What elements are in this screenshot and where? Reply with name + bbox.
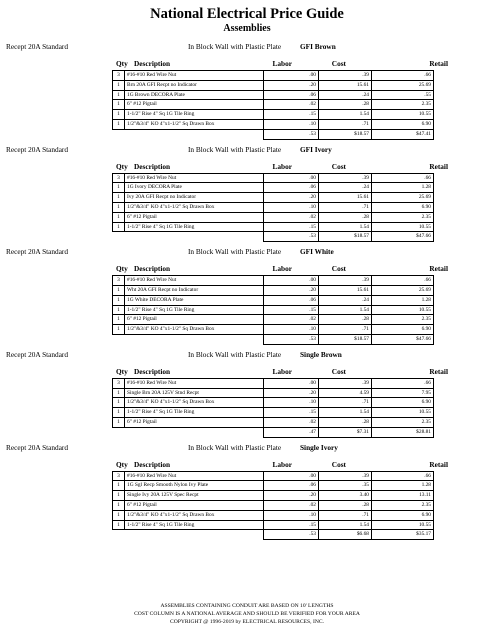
section-header bbox=[0, 143, 494, 156]
column-header-row bbox=[0, 458, 494, 471]
total-cost: $7.31 bbox=[319, 427, 372, 437]
total-retail: $47.66 bbox=[372, 334, 434, 344]
item-cost: .39 bbox=[319, 276, 372, 286]
item-retail: 6.90 bbox=[372, 398, 434, 408]
column-header-retail: Retail bbox=[429, 459, 448, 469]
item-cost: .28 bbox=[319, 100, 372, 110]
item-qty: 1 bbox=[113, 183, 125, 193]
item-cost: .24 bbox=[319, 183, 372, 193]
total-cost: $18.57 bbox=[319, 129, 372, 139]
item-cost: 1.54 bbox=[319, 305, 372, 315]
table-row bbox=[113, 119, 434, 129]
table-row bbox=[113, 510, 434, 520]
item-description: Single Brn 20A 125V Stnd Recpt bbox=[125, 388, 264, 398]
item-qty: 1 bbox=[113, 305, 125, 315]
item-description: 6" #12 Pigtail bbox=[125, 212, 264, 222]
total-blank-description bbox=[125, 427, 264, 437]
item-description: Brn 20A GFI Recpt no Indicator bbox=[125, 80, 264, 90]
assembly-name: Recept 20A Standard bbox=[6, 349, 69, 359]
total-cost: $6.68 bbox=[319, 530, 372, 540]
item-description: 1G Ivory DECORA Plate bbox=[125, 183, 264, 193]
column-header-retail: Retail bbox=[429, 264, 448, 274]
item-labor: .20 bbox=[264, 491, 319, 501]
column-header-row bbox=[0, 365, 494, 378]
item-labor: .02 bbox=[264, 212, 319, 222]
item-labor: .15 bbox=[264, 222, 319, 232]
total-labor: .53 bbox=[264, 129, 319, 139]
item-description: 1-1/2" Rise 4" Sq 1G Tile Ring bbox=[125, 110, 264, 120]
item-cost: .28 bbox=[319, 212, 372, 222]
item-qty: 3 bbox=[113, 276, 125, 286]
item-labor: .02 bbox=[264, 100, 319, 110]
assembly-name: Recept 20A Standard bbox=[6, 42, 69, 51]
footer-line-cost: COST COLUMN IS A NATIONAL AVERAGE AND SHOULD BE VERIFIED FOR YOUR AREA bbox=[134, 611, 360, 617]
item-cost: .24 bbox=[319, 90, 372, 100]
column-header-labor: Labor bbox=[272, 459, 292, 469]
total-row bbox=[113, 129, 434, 139]
item-qty: 1 bbox=[113, 325, 125, 335]
total-row bbox=[113, 427, 434, 437]
total-labor: .53 bbox=[264, 334, 319, 344]
item-qty: 1 bbox=[113, 417, 125, 427]
items-table bbox=[112, 275, 434, 345]
item-description: 1/2"&3/4" KO 4"x1-1/2" Sq Drawn Box bbox=[125, 202, 264, 212]
item-retail: 6.90 bbox=[372, 119, 434, 129]
item-retail: 25.69 bbox=[372, 285, 434, 295]
item-retail: 6.90 bbox=[372, 202, 434, 212]
table-row bbox=[113, 388, 434, 398]
item-qty: 1 bbox=[113, 295, 125, 305]
item-retail: 1.28 bbox=[372, 295, 434, 305]
assembly-device: GFI White bbox=[300, 247, 334, 257]
column-header-row bbox=[0, 57, 494, 70]
item-cost: 15.61 bbox=[319, 193, 372, 203]
item-cost: .71 bbox=[319, 119, 372, 129]
assembly-location: In Block Wall with Plastic Plate bbox=[188, 442, 282, 452]
assembly-section bbox=[0, 245, 494, 345]
item-retail: .66 bbox=[372, 173, 434, 183]
items-table bbox=[112, 173, 434, 243]
item-retail: 6.90 bbox=[372, 510, 434, 520]
item-labor: .02 bbox=[264, 500, 319, 510]
item-retail: 2.35 bbox=[372, 500, 434, 510]
items-table bbox=[112, 378, 434, 438]
table-row bbox=[113, 90, 434, 100]
column-header-cost: Cost bbox=[331, 59, 346, 68]
item-retail: 13.11 bbox=[372, 491, 434, 501]
item-cost: .71 bbox=[319, 510, 372, 520]
table-row bbox=[113, 173, 434, 183]
section-header bbox=[0, 40, 494, 53]
item-cost: 1.54 bbox=[319, 520, 372, 530]
item-retail: 1.28 bbox=[372, 183, 434, 193]
item-retail: 6.90 bbox=[372, 325, 434, 335]
item-labor: .20 bbox=[264, 388, 319, 398]
footer-line-copyright: COPYRIGHT @ 1996-2019 by ELECTRICAL RESOURCES, INC. bbox=[169, 619, 324, 625]
table-row bbox=[113, 222, 434, 232]
item-retail: .66 bbox=[372, 71, 434, 81]
item-cost: 1.54 bbox=[319, 222, 372, 232]
item-retail: 2.35 bbox=[372, 212, 434, 222]
item-qty: 1 bbox=[113, 510, 125, 520]
table-row bbox=[113, 378, 434, 388]
assembly-device: GFI Ivory bbox=[300, 144, 332, 154]
item-labor: .20 bbox=[264, 193, 319, 203]
item-retail: .66 bbox=[372, 276, 434, 286]
item-labor: .06 bbox=[264, 481, 319, 491]
column-header-description: Description bbox=[134, 459, 171, 469]
total-row bbox=[113, 334, 434, 344]
item-labor: .10 bbox=[264, 119, 319, 129]
item-labor: .10 bbox=[264, 510, 319, 520]
column-header-description: Description bbox=[134, 161, 171, 171]
assembly-name: Recept 20A Standard bbox=[6, 442, 69, 452]
item-retail: 7.95 bbox=[372, 388, 434, 398]
item-description: Single Ivy 20A 125V Spec Recpt bbox=[125, 491, 264, 501]
total-retail: $28.81 bbox=[372, 427, 434, 437]
page-subtitle: Assemblies bbox=[223, 23, 271, 34]
column-header-qty: Qty bbox=[116, 59, 128, 68]
column-header-cost: Cost bbox=[331, 366, 346, 376]
item-labor: .15 bbox=[264, 305, 319, 315]
page-title: National Electrical Price Guide bbox=[150, 6, 344, 22]
item-description: 1/2"&3/4" KO 4"x1-1/2" Sq Drawn Box bbox=[125, 325, 264, 335]
item-retail: 25.69 bbox=[372, 193, 434, 203]
item-description: 1-1/2" Rise 4" Sq 1G Tile Ring bbox=[125, 520, 264, 530]
assembly-location: In Block Wall with Plastic Plate bbox=[188, 349, 282, 359]
assembly-section bbox=[0, 40, 494, 140]
section-header bbox=[0, 245, 494, 258]
item-cost: .71 bbox=[319, 398, 372, 408]
column-header-labor: Labor bbox=[272, 264, 292, 274]
total-cost: $18.57 bbox=[319, 232, 372, 242]
item-cost: .28 bbox=[319, 315, 372, 325]
table-row bbox=[113, 212, 434, 222]
item-cost: .71 bbox=[319, 325, 372, 335]
item-description: 1/2"&3/4" KO 4"x1-1/2" Sq Drawn Box bbox=[125, 510, 264, 520]
item-labor: .06 bbox=[264, 295, 319, 305]
assembly-device: Single Ivory bbox=[300, 442, 338, 452]
item-qty: 1 bbox=[113, 285, 125, 295]
item-qty: 1 bbox=[113, 119, 125, 129]
item-qty: 3 bbox=[113, 471, 125, 481]
item-cost: .71 bbox=[319, 202, 372, 212]
total-retail: $35.17 bbox=[372, 530, 434, 540]
item-description: 1-1/2" Rise 4" Sq 1G Tile Ring bbox=[125, 222, 264, 232]
column-header-row bbox=[0, 262, 494, 275]
item-qty: 1 bbox=[113, 315, 125, 325]
item-qty: 1 bbox=[113, 90, 125, 100]
assembly-section bbox=[0, 143, 494, 243]
table-row bbox=[113, 193, 434, 203]
item-cost: 3.40 bbox=[319, 491, 372, 501]
column-header-retail: Retail bbox=[429, 161, 448, 171]
table-row bbox=[113, 417, 434, 427]
table-row bbox=[113, 202, 434, 212]
assembly-device: GFI Brown bbox=[300, 42, 336, 51]
item-retail: 2.35 bbox=[372, 315, 434, 325]
item-description: #16-#10 Red Wire Nut bbox=[125, 173, 264, 183]
item-cost: .28 bbox=[319, 417, 372, 427]
item-qty: 1 bbox=[113, 398, 125, 408]
total-blank-description bbox=[125, 530, 264, 540]
item-cost: .39 bbox=[319, 71, 372, 81]
item-retail: 10.55 bbox=[372, 305, 434, 315]
item-cost: 15.61 bbox=[319, 80, 372, 90]
total-blank-description bbox=[125, 232, 264, 242]
footer-line-conduit: ASSEMBLIES CONTAINING CONDUIT ARE BASED ON 10' LENGTHS bbox=[160, 603, 334, 609]
column-header-cost: Cost bbox=[331, 459, 346, 469]
item-description: 6" #12 Pigtail bbox=[125, 100, 264, 110]
item-retail: 2.35 bbox=[372, 100, 434, 110]
table-row bbox=[113, 481, 434, 491]
total-cost: $18.57 bbox=[319, 334, 372, 344]
total-blank-qty bbox=[113, 129, 125, 139]
item-qty: 1 bbox=[113, 408, 125, 418]
assembly-location: In Block Wall with Plastic Plate bbox=[188, 144, 282, 154]
item-description: 1-1/2" Rise 4" Sq 1G Tile Ring bbox=[125, 408, 264, 418]
item-cost: .39 bbox=[319, 173, 372, 183]
item-labor: .10 bbox=[264, 325, 319, 335]
item-qty: 1 bbox=[113, 212, 125, 222]
total-blank-qty bbox=[113, 427, 125, 437]
item-description: Ivy 20A GFI Recpt no Indicator bbox=[125, 193, 264, 203]
column-header-description: Description bbox=[134, 366, 171, 376]
item-description: 6" #12 Pigtail bbox=[125, 315, 264, 325]
item-description: #16-#10 Red Wire Nut bbox=[125, 276, 264, 286]
column-header-labor: Labor bbox=[272, 366, 292, 376]
table-row bbox=[113, 71, 434, 81]
total-blank-description bbox=[125, 334, 264, 344]
item-labor: .00 bbox=[264, 378, 319, 388]
section-header bbox=[0, 348, 494, 361]
item-labor: .15 bbox=[264, 520, 319, 530]
total-labor: .53 bbox=[264, 232, 319, 242]
item-labor: .00 bbox=[264, 173, 319, 183]
column-header-qty: Qty bbox=[116, 366, 128, 376]
item-qty: 1 bbox=[113, 222, 125, 232]
item-qty: 1 bbox=[113, 491, 125, 501]
item-labor: .00 bbox=[264, 276, 319, 286]
table-row bbox=[113, 110, 434, 120]
item-labor: .15 bbox=[264, 110, 319, 120]
total-row bbox=[113, 232, 434, 242]
item-description: 6" #12 Pigtail bbox=[125, 500, 264, 510]
items-table bbox=[112, 471, 434, 541]
table-row bbox=[113, 183, 434, 193]
item-retail: .66 bbox=[372, 471, 434, 481]
table-row bbox=[113, 491, 434, 501]
item-cost: .24 bbox=[319, 295, 372, 305]
column-header-row bbox=[0, 160, 494, 173]
total-blank-qty bbox=[113, 334, 125, 344]
item-qty: 1 bbox=[113, 202, 125, 212]
item-retail: .66 bbox=[372, 378, 434, 388]
item-cost: 15.61 bbox=[319, 285, 372, 295]
item-description: 1G Sgl Recp Smooth Nylon Ivy Plate bbox=[125, 481, 264, 491]
item-qty: 1 bbox=[113, 193, 125, 203]
item-retail: 2.35 bbox=[372, 417, 434, 427]
column-header-description: Description bbox=[134, 264, 171, 274]
item-labor: .02 bbox=[264, 315, 319, 325]
item-retail: .55 bbox=[372, 90, 434, 100]
item-description: Wht 20A GFI Recpt no Indicator bbox=[125, 285, 264, 295]
item-description: #16-#10 Red Wire Nut bbox=[125, 471, 264, 481]
item-labor: .20 bbox=[264, 285, 319, 295]
table-row bbox=[113, 520, 434, 530]
assembly-name: Recept 20A Standard bbox=[6, 247, 69, 257]
column-header-cost: Cost bbox=[331, 264, 346, 274]
item-qty: 1 bbox=[113, 100, 125, 110]
item-labor: .02 bbox=[264, 417, 319, 427]
item-cost: .39 bbox=[319, 471, 372, 481]
total-retail: $47.66 bbox=[372, 232, 434, 242]
table-row bbox=[113, 315, 434, 325]
item-cost: .39 bbox=[319, 378, 372, 388]
item-labor: .00 bbox=[264, 71, 319, 81]
assembly-section bbox=[0, 348, 494, 438]
item-qty: 1 bbox=[113, 520, 125, 530]
page-footer bbox=[0, 602, 494, 626]
column-header-qty: Qty bbox=[116, 161, 128, 171]
table-row bbox=[113, 500, 434, 510]
item-qty: 3 bbox=[113, 173, 125, 183]
item-description: #16-#10 Red Wire Nut bbox=[125, 378, 264, 388]
item-labor: .06 bbox=[264, 90, 319, 100]
column-header-labor: Labor bbox=[272, 161, 292, 171]
items-table bbox=[112, 70, 434, 140]
assembly-device: Single Brown bbox=[300, 349, 342, 359]
section-header bbox=[0, 441, 494, 454]
item-cost: .35 bbox=[319, 481, 372, 491]
item-description: #16-#10 Red Wire Nut bbox=[125, 71, 264, 81]
table-row bbox=[113, 398, 434, 408]
column-header-qty: Qty bbox=[116, 459, 128, 469]
total-retail: $47.41 bbox=[372, 129, 434, 139]
item-description: 1G White DECORA Plate bbox=[125, 295, 264, 305]
total-blank-qty bbox=[113, 232, 125, 242]
item-description: 6" #12 Pigtail bbox=[125, 417, 264, 427]
table-row bbox=[113, 285, 434, 295]
table-row bbox=[113, 276, 434, 286]
column-header-labor: Labor bbox=[272, 59, 292, 68]
item-qty: 1 bbox=[113, 80, 125, 90]
item-labor: .10 bbox=[264, 398, 319, 408]
table-row bbox=[113, 408, 434, 418]
table-row bbox=[113, 100, 434, 110]
item-retail: 1.28 bbox=[372, 481, 434, 491]
item-qty: 1 bbox=[113, 388, 125, 398]
item-retail: 10.55 bbox=[372, 520, 434, 530]
item-description: 1G Brown DECORA Plate bbox=[125, 90, 264, 100]
total-row bbox=[113, 530, 434, 540]
column-header-qty: Qty bbox=[116, 264, 128, 274]
assembly-location: In Block Wall with Plastic Plate bbox=[188, 42, 282, 51]
item-retail: 10.55 bbox=[372, 222, 434, 232]
item-labor: .00 bbox=[264, 471, 319, 481]
table-row bbox=[113, 305, 434, 315]
item-labor: .06 bbox=[264, 183, 319, 193]
column-header-cost: Cost bbox=[331, 161, 346, 171]
item-cost: 1.54 bbox=[319, 408, 372, 418]
assembly-name: Recept 20A Standard bbox=[6, 144, 69, 154]
column-header-description: Description bbox=[134, 59, 171, 68]
assembly-section bbox=[0, 441, 494, 541]
item-cost: 1.54 bbox=[319, 110, 372, 120]
item-qty: 3 bbox=[113, 378, 125, 388]
item-cost: .28 bbox=[319, 500, 372, 510]
table-row bbox=[113, 295, 434, 305]
total-labor: .47 bbox=[264, 427, 319, 437]
item-cost: 4.59 bbox=[319, 388, 372, 398]
table-row bbox=[113, 325, 434, 335]
item-labor: .15 bbox=[264, 408, 319, 418]
item-description: 1/2"&3/4" KO 4"x1-1/2" Sq Drawn Box bbox=[125, 398, 264, 408]
item-qty: 3 bbox=[113, 71, 125, 81]
assembly-location: In Block Wall with Plastic Plate bbox=[188, 247, 282, 257]
table-row bbox=[113, 80, 434, 90]
item-labor: .10 bbox=[264, 202, 319, 212]
item-description: 1/2"&3/4" KO 4"x1-1/2" Sq Drawn Box bbox=[125, 119, 264, 129]
total-labor: .53 bbox=[264, 530, 319, 540]
item-description: 1-1/2" Rise 4" Sq 1G Tile Ring bbox=[125, 305, 264, 315]
item-qty: 1 bbox=[113, 500, 125, 510]
item-retail: 10.55 bbox=[372, 408, 434, 418]
item-labor: .20 bbox=[264, 80, 319, 90]
column-header-retail: Retail bbox=[429, 366, 448, 376]
item-qty: 1 bbox=[113, 481, 125, 491]
item-retail: 25.69 bbox=[372, 80, 434, 90]
total-blank-qty bbox=[113, 530, 125, 540]
assembly-sections bbox=[0, 37, 494, 540]
item-qty: 1 bbox=[113, 110, 125, 120]
item-retail: 10.55 bbox=[372, 110, 434, 120]
total-blank-description bbox=[125, 129, 264, 139]
column-header-retail: Retail bbox=[429, 59, 448, 68]
table-row bbox=[113, 471, 434, 481]
